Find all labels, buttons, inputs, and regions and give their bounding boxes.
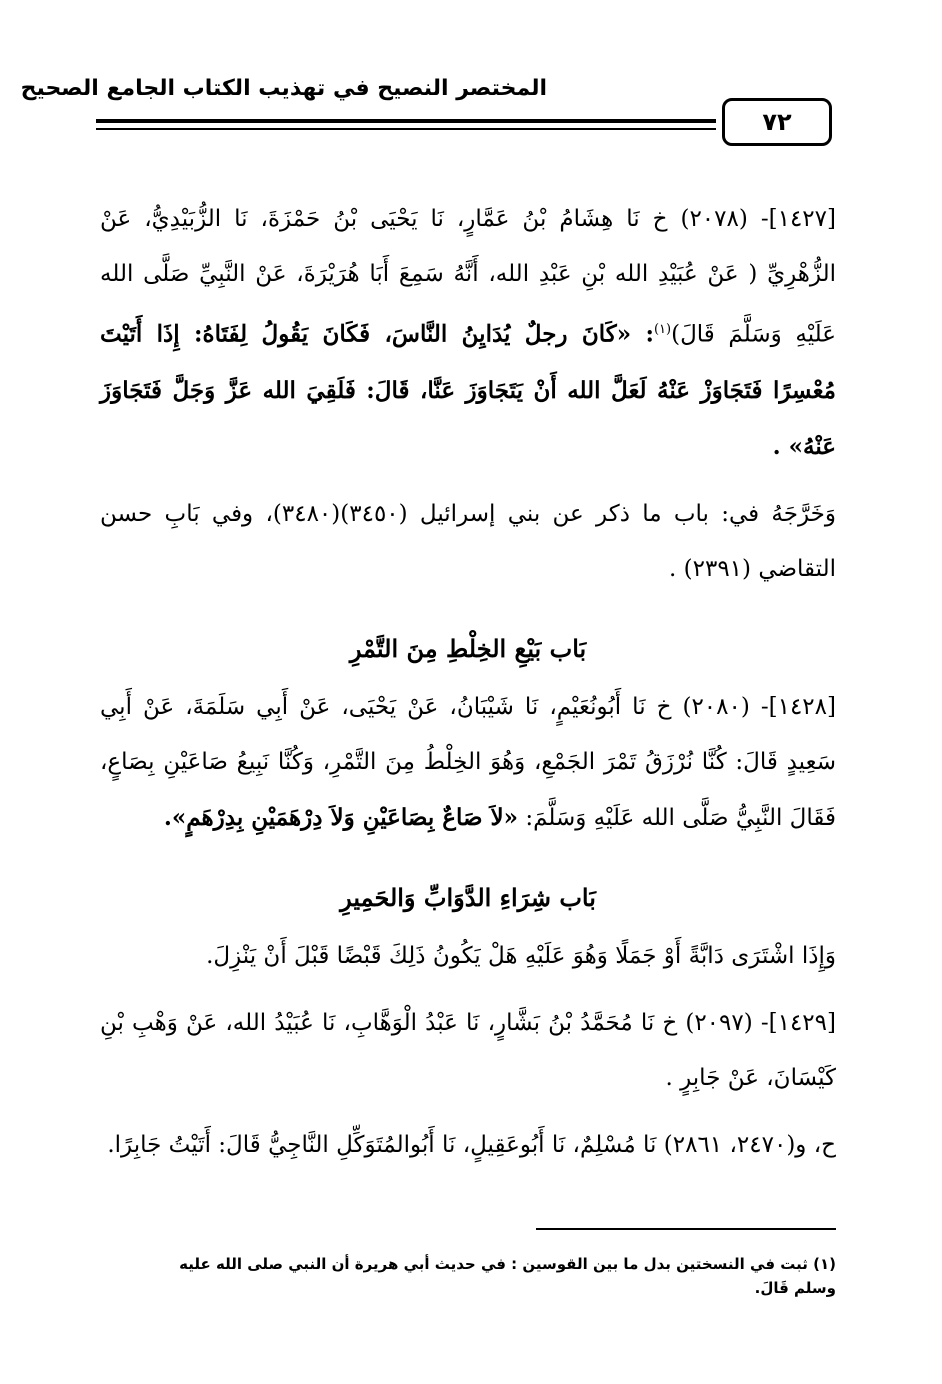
takhrij-note: وَخَرَّجَهُ في: باب ما ذكر عن بني إسرائيل (٣٤٥٠)(٣٤٨٠)، وفي بَابِ حسن التقاضي (٢٣٩١) . xyxy=(100,500,836,582)
hadith-1428-quote: «لاَ صَاعٌ بِصَاعَيْنِ وَلاَ دِرْهَمَيْنِ بِدِرْهَمٍ». xyxy=(163,803,519,831)
chapter-heading-mixed-dates: بَاب بَيْعِ الخِلْطِ مِنَ التَّمْرِ xyxy=(349,633,587,663)
page-number: ٧٢ xyxy=(722,98,832,146)
hadith-1429: [١٤٢٩]- (٢٠٩٧) خ نَا مُحَمَّدُ بْنُ بَشَّارٍ، نَا عَبْدُ الْوَهَّابِ، نَا عُبَيْدُ الله، عَنْ وَهْبِ بْنِ كَيْسَانَ، عَنْ جَابِرٍ . xyxy=(100,1009,836,1091)
footnote: (١) ثبت في النسختين بدل ما بين القوسين : في حديث أبي هريرة أن النبي صلى الله عليه وسلم قَالَ. xyxy=(179,1255,836,1297)
header-rule-thick xyxy=(96,119,716,123)
footnote-rule xyxy=(536,1228,836,1230)
hadith-1428-text: [١٤٢٨]- (٢٠٨٠) خ نَا أَبُونُعَيْمٍ، نَا شَيْبَانُ، عَنْ يَحْيَى، عَنْ أَبِي سَلَمَةَ، عَنْ أَبِي سَعِيدٍ قَالَ: كُنَّا نُرْزَقُ تَمْرَ الجَمْعِ، وَهُوَ الخِلْطُ مِنَ التَّمْرِ، وَكُنَّا نَبِيعُ صَاعَيْنِ بِصَاعٍ، فَقَالَ النَّبِيُّ صَلَّى الله عَلَيْهِ وَسَلَّمَ: xyxy=(100,693,836,831)
chapter-subtitle: وَإِذَا اشْتَرَى دَابَّةً أَوْ جَمَلًا وَهُوَ عَلَيْهِ هَلْ يَكُونُ ذَلِكَ قَبْضًا قَبْلَ أَنْ يَنْزِلَ. xyxy=(206,942,836,969)
hadith-1429-alt-chain: ح، و(٢٤٧٠، ٢٨٦١) نَا مُسْلِمٌ، نَا أَبُوعَقِيلٍ، نَا أَبُوالمُتَوَكِّلِ النَّاجِيُّ قَالَ: أَتَيْتُ جَابِرًا. xyxy=(107,1131,836,1158)
hadith-1427 xyxy=(100,192,836,475)
hadith-1428 xyxy=(100,680,836,846)
body-text xyxy=(100,192,836,1185)
chapter-heading-animals: بَاب شِرَاءِ الدَّوَابِّ وَالحَمِيرِ xyxy=(340,882,596,912)
hadith-1427-quote: : «كَانَ رجلٌ يُدَايِنُ النَّاسَ، فَكَانَ يَقُولُ لِفَتَاهُ: إِذَا أَتَيْتَ مُعْسِرًا فَتَجَاوَزْ عَنْهُ لَعَلَّ الله أَنْ يَتَجَاوَزَ عَنَّا، قَالَ: فَلَقِيَ الله عَزَّ وَجَلَّ فَتَجَاوَزَ عَنْهُ» . xyxy=(100,320,836,460)
header-rule-thin xyxy=(96,128,716,130)
hadith-1427-text: [١٤٢٧]- (٢٠٧٨) خ نَا هِشَامُ بْنُ عَمَّارٍ، نَا يَحْيَى بْنُ حَمْزَةَ، نَا الزُّبَيْدِيُّ، عَنْ الزُّهْرِيِّ ( عَنْ عُبَيْدِ الله بْنِ عَبْدِ الله، أَنَّهُ سَمِعَ أَبَا هُرَيْرَةَ، عَنْ النَّبِيِّ صَلَّى الله عَلَيْهِ وَسَلَّمَ قَالَ) xyxy=(100,206,837,348)
running-title: المختصر النصيح في تهذيب الكتاب الجامع الصحيح xyxy=(20,76,547,101)
footnote-mark: (١) xyxy=(653,322,672,337)
